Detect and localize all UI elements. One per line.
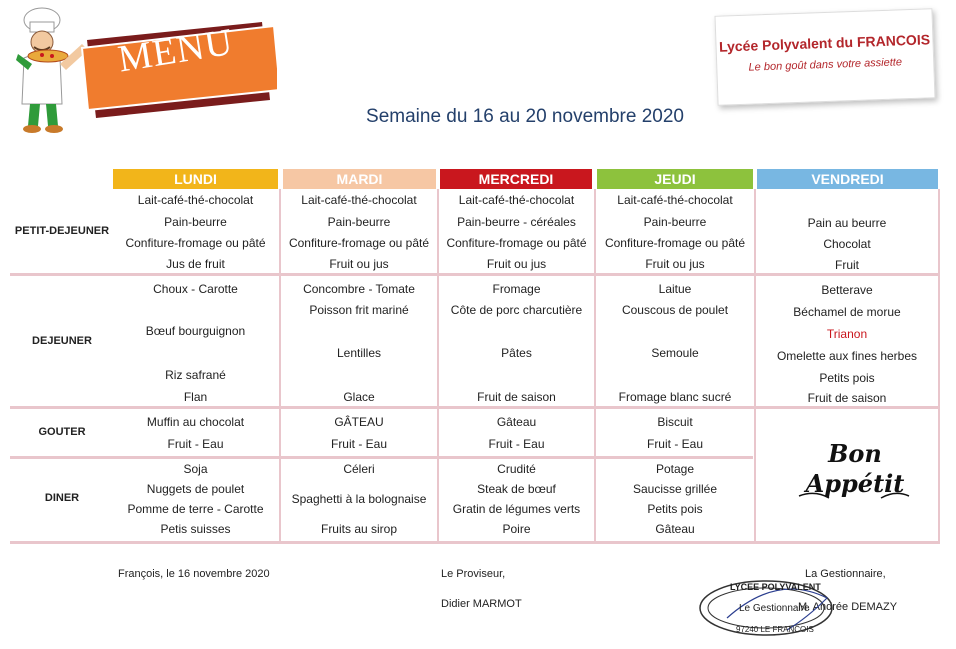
- day-header-mardi: MARDI: [283, 169, 436, 189]
- week-title: Semaine du 16 au 20 novembre 2020: [366, 106, 684, 127]
- menu-item: Poire: [502, 522, 531, 536]
- menu-item: Choux - Carotte: [153, 282, 238, 296]
- menu-item: Semoule: [651, 346, 699, 360]
- menu-item: Confiture-fromage ou pâté: [125, 236, 266, 250]
- school-slogan: Le bon goût dans votre assiette: [748, 56, 903, 74]
- menu-item: Petis suisses: [160, 522, 231, 536]
- bon-appetit-lettering: [795, 432, 913, 504]
- column-mardi: [281, 0, 437, 649]
- stamp-bottom-text: 97240 LE FRANCOIS: [736, 625, 814, 634]
- menu-item: Pain-beurre: [164, 215, 227, 229]
- menu-item: Pomme de terre - Carotte: [127, 502, 264, 516]
- menu-item: Fruit de saison: [807, 391, 887, 405]
- row-label-gouter: GOUTER: [38, 426, 86, 438]
- menu-item: Couscous de poulet: [621, 303, 729, 317]
- row-label-petit-dejeuner: PETIT-DEJEUNER: [14, 225, 110, 237]
- menu-item: Jus de fruit: [166, 257, 225, 271]
- menu-item: Gratin de légumes verts: [452, 502, 581, 516]
- day-header-jeudi: JEUDI: [597, 169, 753, 189]
- stamp-middle-text: Le Gestionnaire: [739, 603, 810, 614]
- stamp-top-text: LYCEE POLYVALENT: [730, 582, 821, 592]
- row-label-dejeuner: DEJEUNER: [32, 335, 92, 347]
- menu-item: Potage: [655, 462, 695, 476]
- menu-item: Pain-beurre: [643, 215, 707, 229]
- menu-title: MENU: [115, 20, 237, 81]
- menu-item: Confiture-fromage ou pâté: [288, 236, 430, 250]
- menu-item: Pâtes: [501, 346, 532, 360]
- menu-item: GÂTEAU: [334, 415, 384, 429]
- menu-item: Céleri: [343, 462, 375, 476]
- menu-item: Fruit ou jus: [645, 257, 705, 271]
- column-vendredi: [756, 0, 938, 649]
- menu-item: Pain au beurre: [807, 216, 887, 230]
- menu-item: Confiture-fromage ou pâté: [446, 236, 587, 250]
- menu-item: Fruit - Eau: [488, 437, 545, 451]
- menu-item: Lait-café-thé-chocolat: [617, 193, 733, 207]
- menu-item: Nuggets de poulet: [146, 482, 245, 496]
- menu-item: Côte de porc charcutière: [450, 303, 583, 317]
- menu-item: Gâteau: [496, 415, 537, 429]
- menu-item: Spaghetti à la bolognaise: [291, 492, 427, 506]
- menu-item: Petits pois: [647, 502, 703, 516]
- day-header-mercredi: MERCREDI: [440, 169, 592, 189]
- place-date: François, le 16 novembre 2020: [118, 568, 270, 580]
- menu-item: Biscuit: [657, 415, 693, 429]
- menu-item: Gâteau: [655, 522, 695, 536]
- menu-item: Fruit - Eau: [330, 437, 387, 451]
- menu-item: Bœuf bourguignon: [145, 324, 246, 338]
- proviseur-name: Didier MARMOT: [441, 598, 522, 610]
- menu-item: Lait-café-thé-chocolat: [137, 193, 254, 207]
- menu-item: Soja: [183, 462, 208, 476]
- menu-item: Fruit ou jus: [486, 257, 547, 271]
- menu-item: Petits pois: [819, 371, 875, 385]
- menu-item: Fruit: [835, 258, 859, 272]
- menu-item-highlight: Trianon: [826, 327, 868, 341]
- menu-item: Fruit - Eau: [646, 437, 703, 451]
- menu-item: Confiture-fromage ou pâté: [604, 236, 746, 250]
- gestionnaire-name: M. Andrée DEMAZY: [798, 601, 898, 613]
- menu-item: Saucisse grillée: [632, 482, 718, 496]
- menu-item: Fromage: [492, 282, 541, 296]
- svg-text:Appétit: Appétit: [805, 469, 905, 498]
- menu-item: Glace: [343, 390, 375, 404]
- menu-item: Omelette aux fines herbes: [776, 349, 918, 363]
- column-divider: [938, 189, 940, 541]
- menu-item: Pain-beurre - céréales: [457, 215, 576, 229]
- day-header-lundi: LUNDI: [113, 169, 278, 189]
- column-jeudi: [596, 0, 754, 649]
- menu-item: Betterave: [821, 283, 873, 297]
- menu-item: Lait-café-thé-chocolat: [458, 193, 575, 207]
- proviseur-title: Le Proviseur,: [441, 568, 506, 580]
- menu-item: Fruits au sirop: [320, 522, 398, 536]
- menu-item: Béchamel de morue: [793, 305, 901, 319]
- school-name: Lycée Polyvalent du FRANCOIS: [718, 31, 931, 55]
- menu-item: Fruit de saison: [477, 390, 556, 404]
- column-mercredi: [439, 0, 594, 649]
- gestionnaire-title: La Gestionnaire,: [805, 568, 886, 580]
- menu-item: Pain-beurre: [327, 215, 391, 229]
- menu-item: Laitue: [658, 282, 692, 296]
- menu-item: Fromage blanc sucré: [618, 390, 732, 404]
- column-lundi: [113, 0, 278, 649]
- menu-item: Fruit - Eau: [167, 437, 224, 451]
- row-label-diner: DINER: [44, 492, 80, 504]
- day-header-vendredi: VENDREDI: [757, 169, 938, 189]
- menu-item: Steak de bœuf: [477, 482, 556, 496]
- menu-item: Riz safrané: [165, 368, 226, 382]
- menu-item: Muffin au chocolat: [146, 415, 245, 429]
- svg-text:Bon: Bon: [828, 439, 882, 468]
- menu-item: Chocolat: [823, 237, 871, 251]
- menu-item: Lentilles: [336, 346, 382, 360]
- menu-item: Lait-café-thé-chocolat: [301, 193, 417, 207]
- menu-item: Flan: [183, 390, 208, 404]
- menu-item: Fruit ou jus: [329, 257, 389, 271]
- menu-item: Poisson frit mariné: [309, 303, 409, 317]
- menu-item: Concombre - Tomate: [303, 282, 415, 296]
- menu-item: Crudité: [497, 462, 536, 476]
